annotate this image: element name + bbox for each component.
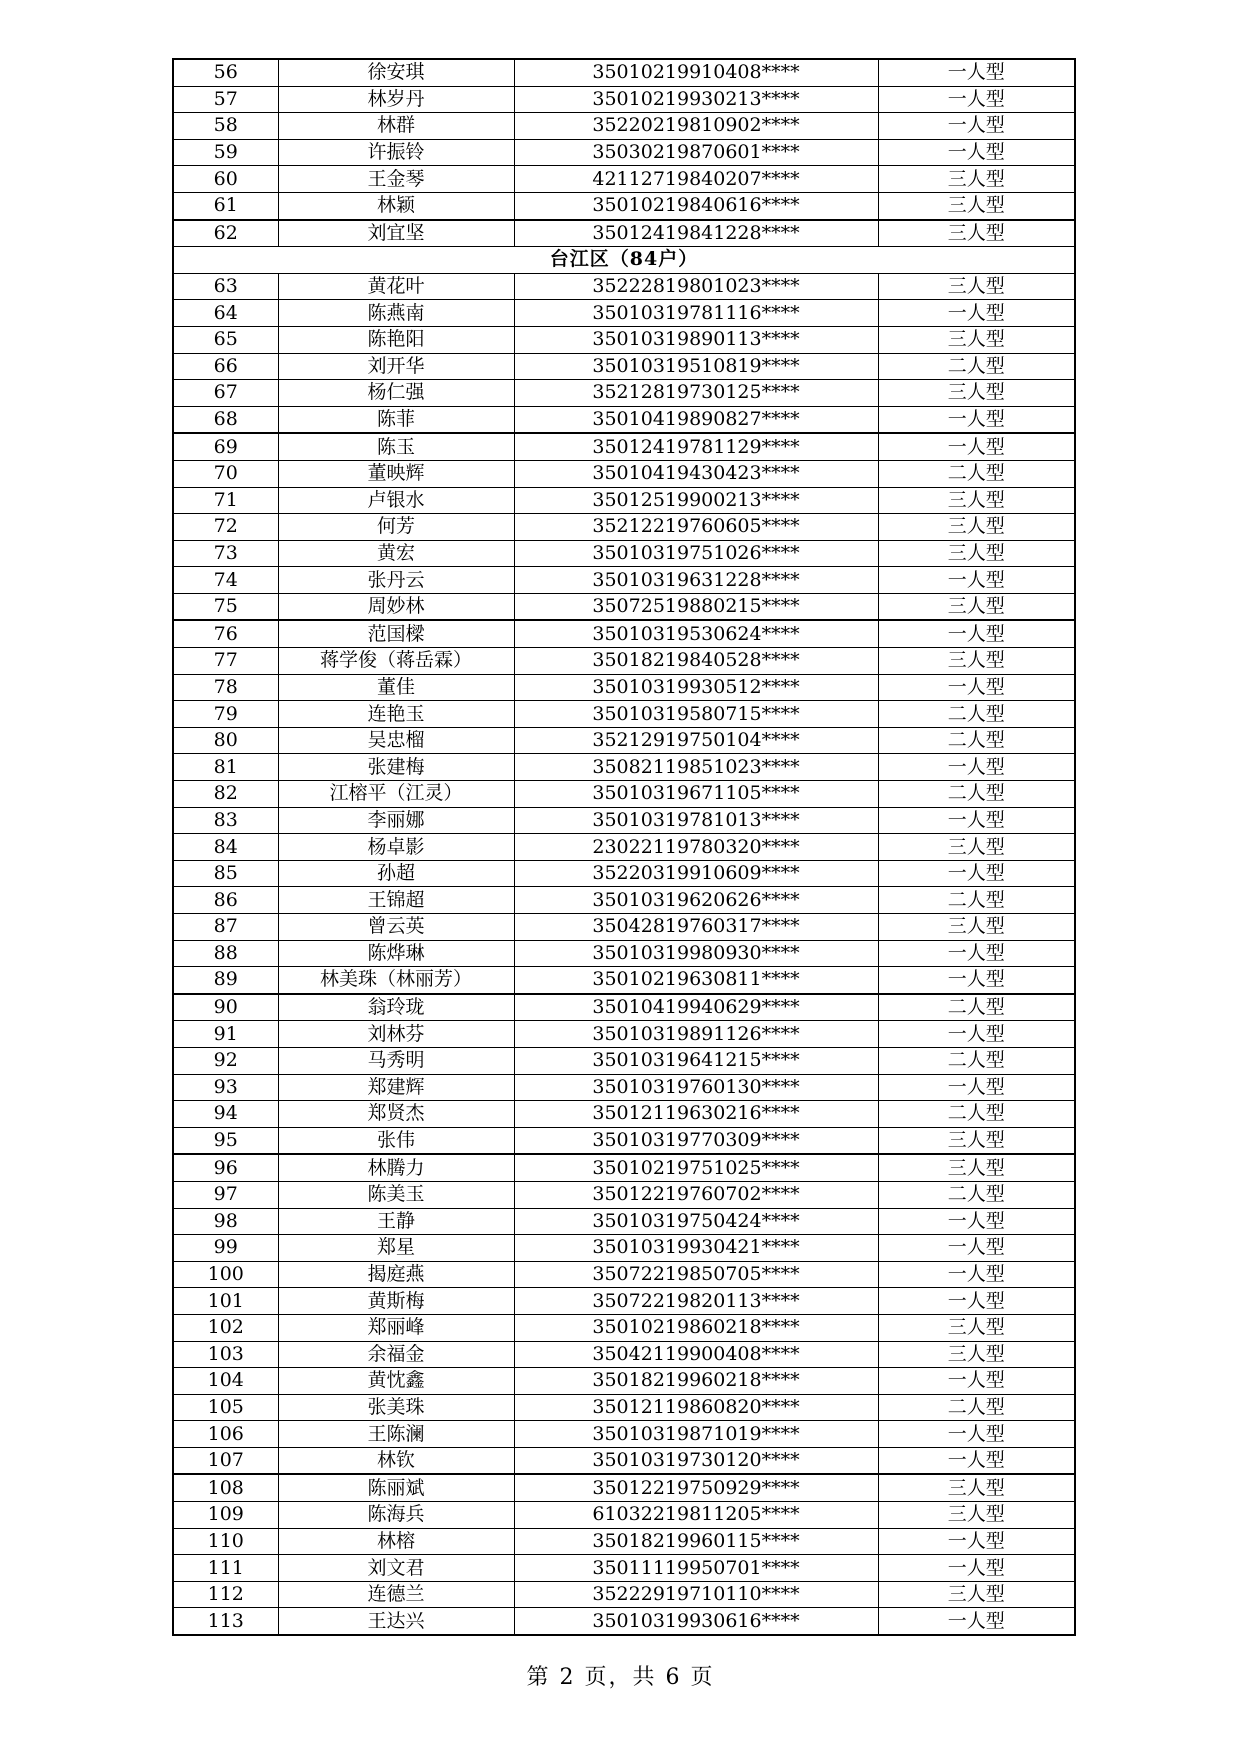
table-row <box>173 273 1075 300</box>
table-row <box>173 1341 1075 1368</box>
row-number: 80 <box>173 727 278 754</box>
table-row <box>173 540 1075 567</box>
row-number: 93 <box>173 1074 278 1101</box>
housing-type: 三人型 <box>878 514 1075 541</box>
id-number: 35012219760702**** <box>514 1181 878 1208</box>
table-row <box>173 192 1075 219</box>
table-row <box>173 940 1075 967</box>
id-number: 35010319641215**** <box>514 1047 878 1074</box>
housing-type: 一人型 <box>878 113 1075 140</box>
table-row <box>173 620 1075 647</box>
applicant-name: 马秀明 <box>278 1047 514 1074</box>
applicant-name: 杨仁强 <box>278 380 514 407</box>
housing-type: 三人型 <box>878 1581 1075 1608</box>
applicant-name: 周妙林 <box>278 593 514 620</box>
section-header-row <box>173 247 1075 274</box>
table-row <box>173 1261 1075 1288</box>
applicant-name: 林颖 <box>278 192 514 219</box>
id-number: 35010319510819**** <box>514 353 878 380</box>
id-number: 35010219910408**** <box>514 59 878 86</box>
housing-type: 一人型 <box>878 807 1075 834</box>
applicant-name: 黄花叶 <box>278 273 514 300</box>
table-row <box>173 914 1075 941</box>
id-number: 35010319980930**** <box>514 940 878 967</box>
table-row <box>173 1314 1075 1341</box>
table-row <box>173 220 1075 247</box>
row-number: 64 <box>173 300 278 327</box>
applicant-name: 黄宏 <box>278 540 514 567</box>
page-footer: 第 2 页，共 6 页 <box>526 1665 715 1690</box>
id-number: 35010319891126**** <box>514 1021 878 1048</box>
table-body <box>173 59 1075 1635</box>
row-number: 56 <box>173 59 278 86</box>
id-number: 35042819760317**** <box>514 914 878 941</box>
id-number: 35042119900408**** <box>514 1341 878 1368</box>
id-number: 42112719840207**** <box>514 166 878 193</box>
row-number: 58 <box>173 113 278 140</box>
table-row <box>173 994 1075 1021</box>
row-number: 87 <box>173 914 278 941</box>
table-row <box>173 1474 1075 1501</box>
id-number: 35010319930421**** <box>514 1235 878 1262</box>
table-row <box>173 1368 1075 1395</box>
table-row <box>173 86 1075 113</box>
housing-type: 三人型 <box>878 1314 1075 1341</box>
applicant-name: 林钦 <box>278 1447 514 1474</box>
applicant-name: 陈美玉 <box>278 1181 514 1208</box>
row-number: 113 <box>173 1608 278 1635</box>
id-number: 35018219960218**** <box>514 1368 878 1395</box>
applicant-name: 连艳玉 <box>278 701 514 728</box>
housing-type: 一人型 <box>878 1021 1075 1048</box>
applicant-name: 王金琴 <box>278 166 514 193</box>
id-number: 35010319620626**** <box>514 887 878 914</box>
row-number: 107 <box>173 1447 278 1474</box>
housing-type: 三人型 <box>878 192 1075 219</box>
table-row <box>173 887 1075 914</box>
housing-type: 一人型 <box>878 1208 1075 1235</box>
applicant-name: 连德兰 <box>278 1581 514 1608</box>
table-row <box>173 967 1075 994</box>
id-number: 35010319781013**** <box>514 807 878 834</box>
table-row <box>173 701 1075 728</box>
applicant-name: 张美珠 <box>278 1394 514 1421</box>
id-number: 35072219850705**** <box>514 1261 878 1288</box>
table-row <box>173 1074 1075 1101</box>
table-row <box>173 754 1075 781</box>
table-row <box>173 353 1075 380</box>
applicant-name: 林榕 <box>278 1528 514 1555</box>
applicant-name: 揭庭燕 <box>278 1261 514 1288</box>
applicant-name: 徐安琪 <box>278 59 514 86</box>
id-number: 35212219760605**** <box>514 514 878 541</box>
id-number: 35010319730120**** <box>514 1447 878 1474</box>
applicant-name: 黄斯梅 <box>278 1288 514 1315</box>
housing-type: 二人型 <box>878 1181 1075 1208</box>
id-number: 35010319781116**** <box>514 300 878 327</box>
housing-type: 一人型 <box>878 1555 1075 1582</box>
id-number: 35010219751025**** <box>514 1154 878 1181</box>
id-number: 35010319580715**** <box>514 701 878 728</box>
table-row <box>173 406 1075 433</box>
row-number: 79 <box>173 701 278 728</box>
id-number: 35010319751026**** <box>514 540 878 567</box>
row-number: 75 <box>173 593 278 620</box>
applicant-name: 林群 <box>278 113 514 140</box>
table-row <box>173 567 1075 594</box>
row-number: 105 <box>173 1394 278 1421</box>
housing-type: 一人型 <box>878 1421 1075 1448</box>
row-number: 102 <box>173 1314 278 1341</box>
row-number: 103 <box>173 1341 278 1368</box>
table-row <box>173 1581 1075 1608</box>
row-number: 94 <box>173 1101 278 1128</box>
id-number: 35012419841228**** <box>514 220 878 247</box>
applicant-name: 陈燕南 <box>278 300 514 327</box>
row-number: 73 <box>173 540 278 567</box>
applicant-name: 陈丽斌 <box>278 1474 514 1501</box>
id-number: 35010319930616**** <box>514 1608 878 1635</box>
row-number: 84 <box>173 834 278 861</box>
row-number: 65 <box>173 326 278 353</box>
id-number: 35030219870601**** <box>514 139 878 166</box>
table-row <box>173 1047 1075 1074</box>
id-number: 23022119780320**** <box>514 834 878 861</box>
table-row <box>173 781 1075 808</box>
housing-type: 三人型 <box>878 1474 1075 1501</box>
table-row <box>173 460 1075 487</box>
row-number: 71 <box>173 487 278 514</box>
id-number: 35010319530624**** <box>514 620 878 647</box>
row-number: 110 <box>173 1528 278 1555</box>
table-row <box>173 807 1075 834</box>
housing-type: 三人型 <box>878 166 1075 193</box>
housing-type: 三人型 <box>878 1502 1075 1529</box>
row-number: 78 <box>173 674 278 701</box>
applicant-name: 曾云英 <box>278 914 514 941</box>
housing-type: 一人型 <box>878 59 1075 86</box>
applicant-name: 林腾力 <box>278 1154 514 1181</box>
applicant-name: 陈海兵 <box>278 1502 514 1529</box>
housing-type: 一人型 <box>878 300 1075 327</box>
applicant-name: 王锦超 <box>278 887 514 914</box>
housing-type: 三人型 <box>878 1127 1075 1154</box>
housing-type: 一人型 <box>878 406 1075 433</box>
id-number: 61032219811205**** <box>514 1502 878 1529</box>
id-number: 35010419890827**** <box>514 406 878 433</box>
applicant-name: 郑丽峰 <box>278 1314 514 1341</box>
id-number: 35010419430423**** <box>514 460 878 487</box>
housing-type: 三人型 <box>878 593 1075 620</box>
table-row <box>173 1181 1075 1208</box>
applicant-name: 陈玉 <box>278 433 514 460</box>
row-number: 104 <box>173 1368 278 1395</box>
table-row <box>173 380 1075 407</box>
housing-type: 一人型 <box>878 86 1075 113</box>
id-number: 35012519900213**** <box>514 487 878 514</box>
applicant-name: 刘文君 <box>278 1555 514 1582</box>
table-row <box>173 834 1075 861</box>
table-row <box>173 1608 1075 1635</box>
row-number: 95 <box>173 1127 278 1154</box>
housing-type: 一人型 <box>878 1235 1075 1262</box>
row-number: 70 <box>173 460 278 487</box>
applicant-name: 黄忱鑫 <box>278 1368 514 1395</box>
table-row <box>173 433 1075 460</box>
applicant-name: 刘开华 <box>278 353 514 380</box>
row-number: 90 <box>173 994 278 1021</box>
housing-type: 二人型 <box>878 1047 1075 1074</box>
row-number: 97 <box>173 1181 278 1208</box>
housing-type: 三人型 <box>878 1154 1075 1181</box>
applicant-name: 郑建辉 <box>278 1074 514 1101</box>
housing-type: 三人型 <box>878 540 1075 567</box>
applicant-name: 范国樑 <box>278 620 514 647</box>
housing-type: 一人型 <box>878 433 1075 460</box>
row-number: 100 <box>173 1261 278 1288</box>
housing-type: 一人型 <box>878 1288 1075 1315</box>
id-number: 35010319760130**** <box>514 1074 878 1101</box>
id-number: 35212819730125**** <box>514 380 878 407</box>
id-number: 35082119851023**** <box>514 754 878 781</box>
id-number: 35012219750929**** <box>514 1474 878 1501</box>
housing-type: 三人型 <box>878 648 1075 675</box>
housing-type: 一人型 <box>878 1608 1075 1635</box>
housing-type: 二人型 <box>878 701 1075 728</box>
applicant-name: 张伟 <box>278 1127 514 1154</box>
household-list-table <box>172 58 1076 1636</box>
housing-type: 三人型 <box>878 1341 1075 1368</box>
row-number: 67 <box>173 380 278 407</box>
applicant-name: 陈艳阳 <box>278 326 514 353</box>
applicant-name: 杨卓影 <box>278 834 514 861</box>
applicant-name: 郑贤杰 <box>278 1101 514 1128</box>
row-number: 111 <box>173 1555 278 1582</box>
table-row <box>173 1288 1075 1315</box>
housing-type: 一人型 <box>878 567 1075 594</box>
id-number: 35072519880215**** <box>514 593 878 620</box>
row-number: 76 <box>173 620 278 647</box>
housing-type: 三人型 <box>878 273 1075 300</box>
table-row <box>173 1127 1075 1154</box>
id-number: 35018219840528**** <box>514 648 878 675</box>
row-number: 89 <box>173 967 278 994</box>
table-row <box>173 727 1075 754</box>
id-number: 35012419781129**** <box>514 433 878 460</box>
applicant-name: 林岁丹 <box>278 86 514 113</box>
row-number: 91 <box>173 1021 278 1048</box>
id-number: 35011119950701**** <box>514 1555 878 1582</box>
table-row <box>173 593 1075 620</box>
row-number: 106 <box>173 1421 278 1448</box>
housing-type: 三人型 <box>878 914 1075 941</box>
row-number: 108 <box>173 1474 278 1501</box>
housing-type: 一人型 <box>878 1368 1075 1395</box>
id-number: 35010219930213**** <box>514 86 878 113</box>
applicant-name: 刘林芬 <box>278 1021 514 1048</box>
applicant-name: 陈菲 <box>278 406 514 433</box>
applicant-name: 张建梅 <box>278 754 514 781</box>
row-number: 74 <box>173 567 278 594</box>
housing-type: 一人型 <box>878 967 1075 994</box>
row-number: 72 <box>173 514 278 541</box>
housing-type: 一人型 <box>878 1074 1075 1101</box>
id-number: 35010319890113**** <box>514 326 878 353</box>
applicant-name: 许振铃 <box>278 139 514 166</box>
housing-type: 二人型 <box>878 727 1075 754</box>
row-number: 86 <box>173 887 278 914</box>
table-row <box>173 113 1075 140</box>
id-number: 35222819801023**** <box>514 273 878 300</box>
row-number: 59 <box>173 139 278 166</box>
applicant-name: 董佳 <box>278 674 514 701</box>
row-number: 88 <box>173 940 278 967</box>
table-row <box>173 1502 1075 1529</box>
id-number: 35012119630216**** <box>514 1101 878 1128</box>
applicant-name: 林美珠（林丽芳） <box>278 967 514 994</box>
id-number: 35010319631228**** <box>514 567 878 594</box>
applicant-name: 吴忠榴 <box>278 727 514 754</box>
housing-type: 三人型 <box>878 220 1075 247</box>
table-row <box>173 1235 1075 1262</box>
id-number: 35010419940629**** <box>514 994 878 1021</box>
row-number: 57 <box>173 86 278 113</box>
id-number: 35010319770309**** <box>514 1127 878 1154</box>
table-row <box>173 139 1075 166</box>
applicant-name: 陈烨琳 <box>278 940 514 967</box>
table-row <box>173 1447 1075 1474</box>
table-row <box>173 1421 1075 1448</box>
id-number: 35010219840616**** <box>514 192 878 219</box>
table-row <box>173 326 1075 353</box>
housing-type: 三人型 <box>878 380 1075 407</box>
table-row <box>173 1528 1075 1555</box>
housing-type: 一人型 <box>878 139 1075 166</box>
row-number: 63 <box>173 273 278 300</box>
row-number: 61 <box>173 192 278 219</box>
row-number: 98 <box>173 1208 278 1235</box>
housing-type: 二人型 <box>878 887 1075 914</box>
housing-type: 一人型 <box>878 860 1075 887</box>
applicant-name: 孙超 <box>278 860 514 887</box>
table-row <box>173 1154 1075 1181</box>
id-number: 35010319671105**** <box>514 781 878 808</box>
table-row <box>173 300 1075 327</box>
row-number: 112 <box>173 1581 278 1608</box>
table-row <box>173 1555 1075 1582</box>
table-row <box>173 648 1075 675</box>
id-number: 35220219810902**** <box>514 113 878 140</box>
applicant-name: 郑星 <box>278 1235 514 1262</box>
row-number: 68 <box>173 406 278 433</box>
applicant-name: 蒋学俊（蒋岳霖） <box>278 648 514 675</box>
row-number: 92 <box>173 1047 278 1074</box>
housing-type: 三人型 <box>878 326 1075 353</box>
housing-type: 二人型 <box>878 781 1075 808</box>
housing-type: 二人型 <box>878 1394 1075 1421</box>
applicant-name: 余福金 <box>278 1341 514 1368</box>
table-row <box>173 487 1075 514</box>
housing-type: 一人型 <box>878 1447 1075 1474</box>
housing-type: 一人型 <box>878 940 1075 967</box>
housing-type: 二人型 <box>878 353 1075 380</box>
row-number: 69 <box>173 433 278 460</box>
housing-type: 一人型 <box>878 620 1075 647</box>
row-number: 66 <box>173 353 278 380</box>
housing-type: 二人型 <box>878 1101 1075 1128</box>
housing-type: 一人型 <box>878 674 1075 701</box>
applicant-name: 张丹云 <box>278 567 514 594</box>
row-number: 101 <box>173 1288 278 1315</box>
id-number: 35010219860218**** <box>514 1314 878 1341</box>
table-row <box>173 860 1075 887</box>
applicant-name: 李丽娜 <box>278 807 514 834</box>
id-number: 35010319750424**** <box>514 1208 878 1235</box>
applicant-name: 董映辉 <box>278 460 514 487</box>
housing-type: 一人型 <box>878 1528 1075 1555</box>
applicant-name: 王达兴 <box>278 1608 514 1635</box>
applicant-name: 王陈澜 <box>278 1421 514 1448</box>
id-number: 35212919750104**** <box>514 727 878 754</box>
row-number: 109 <box>173 1502 278 1529</box>
row-number: 85 <box>173 860 278 887</box>
housing-type: 二人型 <box>878 460 1075 487</box>
row-number: 82 <box>173 781 278 808</box>
housing-type: 三人型 <box>878 487 1075 514</box>
row-number: 62 <box>173 220 278 247</box>
applicant-name: 王静 <box>278 1208 514 1235</box>
id-number: 35220319910609**** <box>514 860 878 887</box>
row-number: 60 <box>173 166 278 193</box>
table-row <box>173 674 1075 701</box>
section-title: 台江区（84户） <box>173 247 1075 274</box>
table-row <box>173 59 1075 86</box>
applicant-name: 刘宜坚 <box>278 220 514 247</box>
housing-type: 一人型 <box>878 754 1075 781</box>
id-number: 35012119860820**** <box>514 1394 878 1421</box>
applicant-name: 卢银水 <box>278 487 514 514</box>
table-row <box>173 1021 1075 1048</box>
applicant-name: 何芳 <box>278 514 514 541</box>
row-number: 77 <box>173 648 278 675</box>
table-row <box>173 1394 1075 1421</box>
row-number: 96 <box>173 1154 278 1181</box>
table-row <box>173 514 1075 541</box>
housing-type: 三人型 <box>878 834 1075 861</box>
row-number: 81 <box>173 754 278 781</box>
housing-type: 一人型 <box>878 1261 1075 1288</box>
id-number: 35010319930512**** <box>514 674 878 701</box>
table-row <box>173 1101 1075 1128</box>
housing-type: 二人型 <box>878 994 1075 1021</box>
row-number: 99 <box>173 1235 278 1262</box>
table-row <box>173 1208 1075 1235</box>
id-number: 35072219820113**** <box>514 1288 878 1315</box>
applicant-name: 江榕平（江灵） <box>278 781 514 808</box>
id-number: 35010219630811**** <box>514 967 878 994</box>
id-number: 35010319871019**** <box>514 1421 878 1448</box>
id-number: 35018219960115**** <box>514 1528 878 1555</box>
id-number: 35222919710110**** <box>514 1581 878 1608</box>
table-row <box>173 166 1075 193</box>
applicant-name: 翁玲珑 <box>278 994 514 1021</box>
row-number: 83 <box>173 807 278 834</box>
